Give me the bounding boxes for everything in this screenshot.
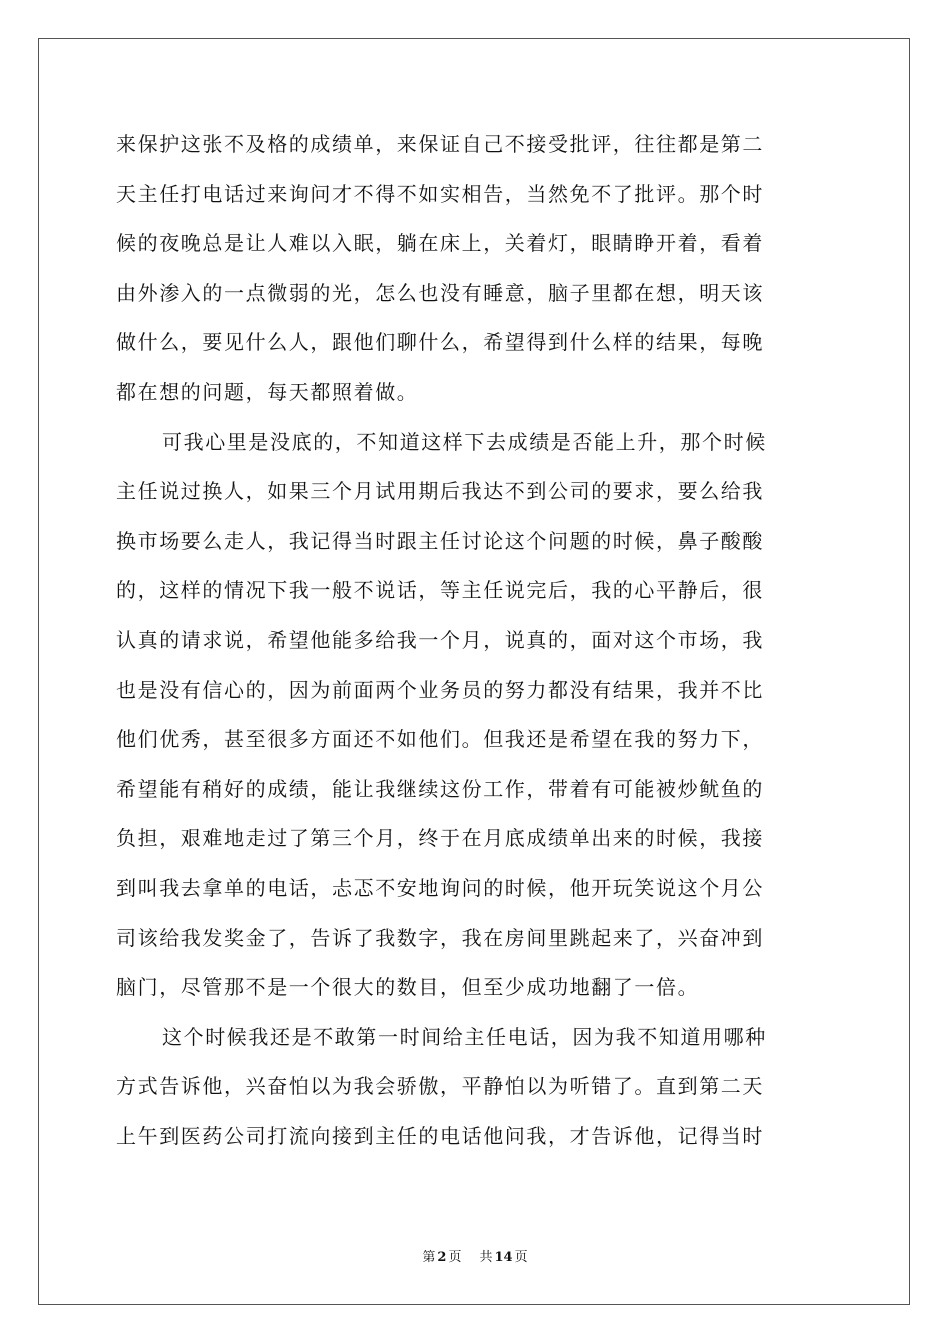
paragraph-start-line: 这个时候我还是不敢第一时间给主任电话，因为我不知道用哪种	[162, 1024, 767, 1049]
total-pages: 14	[494, 1250, 513, 1265]
document-body	[116, 120, 834, 1161]
text-line: 主任说过换人，如果三个月试用期后我达不到公司的要求，要么给我	[116, 479, 764, 504]
page-number: 2	[437, 1250, 447, 1265]
text-line: 由外渗入的一点微弱的光，怎么也没有睡意，脑子里都在想，明天该	[116, 280, 764, 305]
text-line: 的，这样的情况下我一般不说话，等主任说完后，我的心平静后，很	[116, 578, 764, 603]
text-line: 方式告诉他，兴奋怕以为我会骄傲，平静怕以为听错了。直到第二天	[116, 1074, 764, 1099]
text-line: 都在想的问题，每天都照着做。	[116, 379, 419, 404]
text-line: 负担，艰难地走过了第三个月，终于在月底成绩单出来的时候，我接	[116, 826, 764, 851]
text-line: 也是没有信心的，因为前面两个业务员的努力都没有结果，我并不比	[116, 677, 764, 702]
page-footer	[0, 1249, 950, 1267]
text-line: 上午到医药公司打流向接到主任的电话他问我，才告诉他，记得当时	[116, 1123, 764, 1148]
text-line: 换市场要么走人，我记得当时跟主任讨论这个问题的时候，鼻子酸酸	[116, 528, 764, 553]
text-line: 司该给我发奖金了，告诉了我数字，我在房间里跳起来了，兴奋冲到	[116, 925, 764, 950]
text-line: 认真的请求说，希望他能多给我一个月，说真的，面对这个市场，我	[116, 627, 764, 652]
page-suffix: 页	[448, 1250, 462, 1265]
text-line: 天主任打电话过来询问才不得不如实相告，当然免不了批评。那个时	[116, 181, 764, 206]
total-suffix: 页	[514, 1250, 528, 1265]
text-line: 他们优秀，甚至很多方面还不如他们。但我还是希望在我的努力下，	[116, 727, 764, 752]
paragraph-start-line: 可我心里是没底的，不知道这样下去成绩是否能上升，那个时候	[162, 429, 767, 454]
total-prefix: 共	[479, 1250, 493, 1265]
text-line: 来保护这张不及格的成绩单，来保证自己不接受批评，往往都是第二	[116, 132, 764, 156]
text-line: 希望能有稍好的成绩，能让我继续这份工作，带着有可能被炒鱿鱼的	[116, 776, 764, 801]
text-line: 候的夜晚总是让人难以入眠，躺在床上，关着灯，眼睛睁开着，看着	[116, 231, 764, 256]
text-line: 到叫我去拿单的电话，忐忑不安地询问的时候，他开玩笑说这个月公	[116, 875, 764, 900]
page-prefix: 第	[422, 1250, 436, 1265]
text-line: 做什么，要见什么人，跟他们聊什么，希望得到什么样的结果，每晚	[116, 330, 764, 355]
text-line: 脑门，尽管那不是一个很大的数目，但至少成功地翻了一倍。	[116, 975, 700, 1000]
